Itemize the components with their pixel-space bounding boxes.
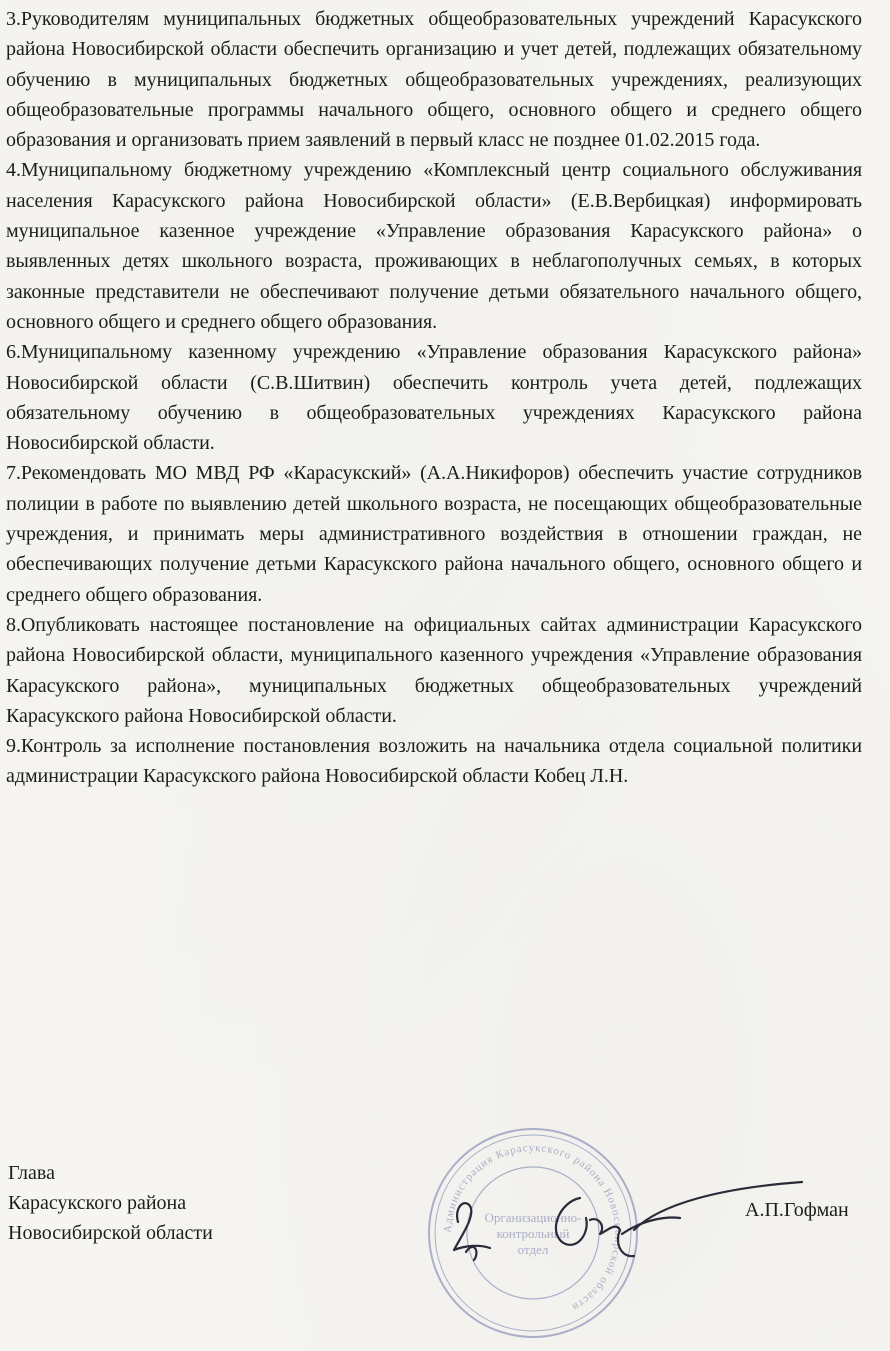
document-body — [6, 4, 862, 792]
seal-ring-text: Администрация Карасукского района Новосибирской области — [441, 1141, 625, 1314]
paragraph-item-4: 4.Муниципальному бюджетному учреждению «Комплексный центр социального обслуживания населения Карасукского района Новосибирской области» (Е.В.Вербицкая) информировать муниципальное казенное учреждение «Управление образования Карасукского района» о выявленных детях школьного возраста, проживающих в неблагополучных семьях, в которых законные представители не обеспечивают получение детьми обязательного начального общего, основного общего и среднего общего образования. — [6, 159, 862, 333]
paragraph-item-7: 7.Рекомендовать МО МВД РФ «Карасукский» (А.А.Никифоров) обеспечить участие сотрудников полиции в работе по выявлению детей школьного возраста, не посещающих общеобразовательные учреждения, и принимать меры административного воздействия в отношении граждан, не обеспечивающих получение детьми Карасукского района начального общего, основного общего и среднего общего образования. — [6, 462, 862, 606]
position-line-2: Карасукского района — [8, 1192, 187, 1214]
seal-center-line-3: отдел — [517, 1242, 549, 1257]
signatory-name: А.П.Гофман — [745, 1199, 849, 1221]
position-line-1: Глава — [8, 1162, 55, 1184]
seal-center-line-1: Организационно- — [484, 1210, 582, 1225]
paragraph-item-8: 8.Опубликовать настоящее постановление на официальных сайтах администрации Карасукского района Новосибирской области, муниципального казенного учреждения «Управление образования Карасукского района», муниципальных бюджетных общеобразовательных учреждений Карасукского района Новосибирской области. — [6, 613, 862, 727]
seal-center-line-2: контрольный — [496, 1226, 570, 1241]
paragraph-item-9: 9.Контроль за исполнение постановления возложить на начальника отдела социальной политики администрации Карасукского района Новосибирской области Кобец Л.Н. — [6, 735, 862, 788]
position-line-3: Новосибирской области — [8, 1222, 213, 1244]
paragraph-item-3: 3.Руководителям муниципальных бюджетных общеобразовательных учреждений Карасукского района Новосибирской области обеспечить организацию и учет детей, подлежащих обязательному обучению в муниципальных бюджетных общеобразовательных учреждениях, реализующих общеобразовательные программы начального общего, основного общего и среднего общего образования и организовать прием заявлений в первый класс не позднее 01.02.2015 года. — [6, 8, 862, 152]
signatory-position — [8, 1158, 213, 1248]
paragraph-item-6: 6.Муниципальному казенному учреждению «Управление образования Карасукского района» Новосибирской области (С.В.Шитвин) обеспечить контроль учета детей, подлежащих обязательному обучению в общеобразовательных учреждениях Карасукского района Новосибирской области. — [6, 341, 862, 455]
